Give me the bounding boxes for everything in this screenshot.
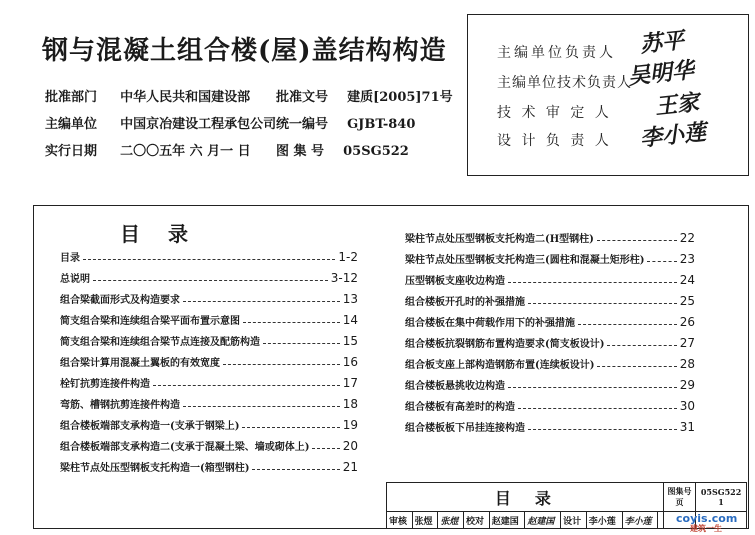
meta-row-approval-doc bbox=[276, 86, 453, 105]
watermark-site: coyis.com bbox=[676, 512, 738, 525]
toc-item[interactable]: 组合楼板抗裂钢筋布置构造要求(简支板设计) 27 bbox=[405, 336, 695, 350]
toc-right-column bbox=[405, 224, 695, 434]
toc-item[interactable]: 梁柱节点处压型钢板支托构造三(圆柱和混凝土矩形柱) 23 bbox=[405, 252, 695, 266]
toc-item[interactable]: 弯筋、槽钢抗剪连接件构造 18 bbox=[60, 397, 358, 411]
watermark-brand: 建筑一生 bbox=[690, 524, 722, 533]
signature-2: 吴明华 bbox=[626, 57, 696, 90]
resp-role-3: 技 术 审 定 人 bbox=[497, 105, 612, 121]
approve-dept: 中华人民共和国建设部 bbox=[120, 90, 251, 105]
resp-role-4: 设 计 负 责 人 bbox=[497, 133, 612, 149]
meta-row-editor bbox=[45, 113, 276, 132]
toc-item[interactable]: 组合楼板有高差时的构造 30 bbox=[405, 399, 695, 413]
title-block-atlas-no: 05SG522 bbox=[700, 487, 742, 497]
toc-item[interactable]: 组合楼板端部支承构造一(支承于钢梁上) 19 bbox=[60, 418, 358, 432]
toc-item[interactable]: 组合楼板开孔时的补强措施 25 bbox=[405, 294, 695, 308]
toc-left-column bbox=[60, 243, 358, 474]
approve-doc-label: 批准文号 bbox=[276, 90, 329, 105]
resp-role-1: 主编单位负责人 bbox=[497, 45, 616, 61]
toc-item[interactable]: 组合楼板在集中荷载作用下的补强措施 26 bbox=[405, 315, 695, 329]
review-signature: 张煜 bbox=[438, 512, 464, 529]
review-label: 审核 bbox=[387, 512, 413, 529]
meta-row-unified bbox=[276, 113, 415, 132]
check-signature: 赵建国 bbox=[525, 512, 561, 529]
toc-heading: 目 录 bbox=[120, 222, 192, 246]
effective-date: 二〇〇五年 六 月一 日 bbox=[120, 144, 251, 159]
signature-1: 苏平 bbox=[638, 27, 686, 58]
toc-item[interactable]: 组合梁截面形式及构造要求 13 bbox=[60, 292, 358, 306]
atlas-no: 05SG522 bbox=[343, 144, 409, 159]
toc-item[interactable]: 栓钉抗剪连接件构造 17 bbox=[60, 376, 358, 390]
title-block-page-label: 页 bbox=[675, 497, 684, 507]
signature-3: 王家 bbox=[653, 89, 701, 120]
toc-item[interactable]: 组合楼板端部支承构造二(支承于混凝土梁、墙或砌体上) 20 bbox=[60, 439, 358, 453]
toc-item[interactable]: 组合板支座上部构造钢筋布置(连续板设计) 28 bbox=[405, 357, 695, 371]
meta-row-atlas bbox=[276, 140, 409, 159]
toc-item[interactable]: 梁柱节点处压型钢板支托构造二(H型钢柱) 22 bbox=[405, 231, 695, 245]
title-block-atlas-label: 图集号 bbox=[667, 486, 692, 496]
responsibles-box bbox=[467, 14, 749, 176]
design-signature: 李小莲 bbox=[622, 512, 658, 529]
approve-doc: 建质[2005]71号 bbox=[347, 90, 453, 105]
check-label: 校对 bbox=[464, 512, 490, 529]
date-label: 实行日期 bbox=[45, 144, 98, 159]
toc-item[interactable]: 组合梁计算用混凝土翼板的有效宽度 16 bbox=[60, 355, 358, 369]
unified-no: GJBT-840 bbox=[347, 117, 416, 132]
toc-item[interactable]: 简支组合梁和连续组合梁节点连接及配筋构造 15 bbox=[60, 334, 358, 348]
meta-row-approval bbox=[45, 86, 250, 105]
page-title: 钢与混凝土组合楼(屋)盖结构构造 bbox=[42, 36, 447, 66]
atlas-value-cell bbox=[696, 483, 747, 512]
toc-item[interactable]: 组合楼板悬挑收边构造 29 bbox=[405, 378, 695, 392]
unified-no-label: 统一编号 bbox=[276, 117, 329, 132]
toc-item[interactable]: 总说明 3-12 bbox=[60, 271, 358, 285]
design-label: 设计 bbox=[561, 512, 587, 529]
atlas-label-cell bbox=[663, 483, 695, 512]
check-name: 赵建国 bbox=[489, 512, 525, 529]
title-block-page-no: 1 bbox=[718, 497, 724, 507]
title-block-name: 目 录 bbox=[387, 483, 664, 512]
toc-item[interactable]: 简支组合梁和连续组合梁平面布置示意图 14 bbox=[60, 313, 358, 327]
editor: 中国京冶建设工程承包公司 bbox=[120, 117, 277, 132]
signature-4: 李小莲 bbox=[638, 119, 708, 152]
atlas-no-label: 图 集 号 bbox=[276, 144, 325, 159]
design-name: 李小莲 bbox=[586, 512, 622, 529]
review-name: 张煜 bbox=[412, 512, 438, 529]
toc-item[interactable]: 组合楼板板下吊挂连接构造 31 bbox=[405, 420, 695, 434]
toc-item[interactable]: 梁柱节点处压型钢板支托构造一(箱型钢柱) 21 bbox=[60, 460, 358, 474]
resp-role-2: 主编单位技术负责人 bbox=[497, 75, 632, 91]
meta-row-date bbox=[45, 140, 251, 159]
toc-item[interactable]: 目录 1-2 bbox=[60, 250, 358, 264]
toc-item[interactable]: 压型钢板支座收边构造 24 bbox=[405, 273, 695, 287]
editor-label: 主编单位 bbox=[45, 117, 98, 132]
approve-dept-label: 批准部门 bbox=[45, 90, 98, 105]
